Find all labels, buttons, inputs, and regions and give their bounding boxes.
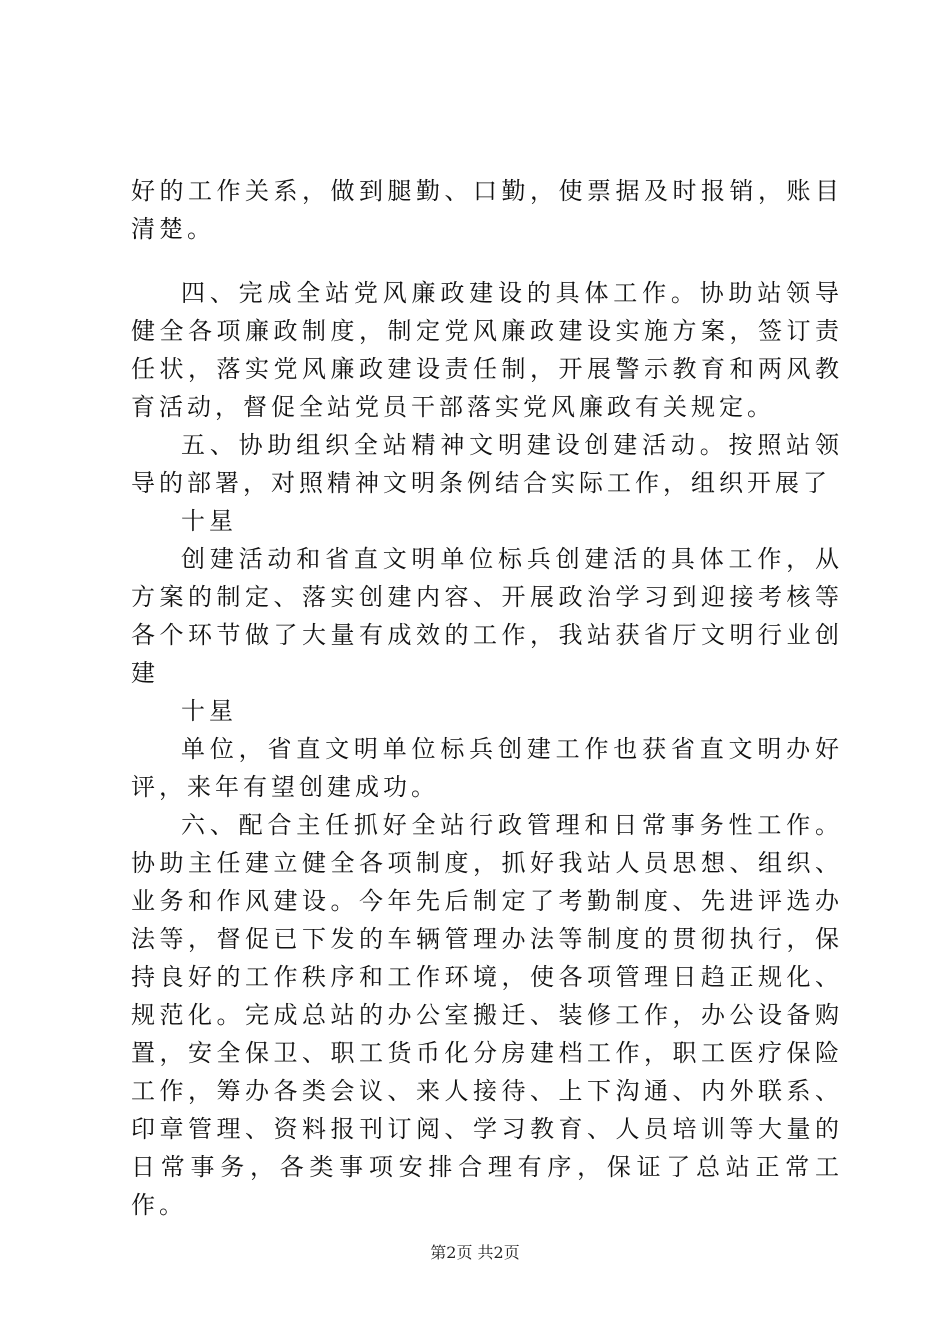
paragraph-section-6: 六、配合主任抓好全站行政管理和日常事务性工作。协助主任建立健全各项制度，抓好我站人员思想、组织、业务和作风建设。今年先后制定了考勤制度、先进评选办法等，督促已下发的车辆管理办法等制度的贯彻执行，保持良好的工作秩序和工作环境，使各项管理日趋正规化、规范化。完成总站的办公室搬迁、装修工作，办公设备购置，安全保卫、职工货币化分房建档工作，职工医疗保险工作，筹办各类会议、来人接待、上下沟通、内外联系、印章管理、资料报刊订阅、学习教育、人员培训等大量的日常事务，各类事项安排合理有序，保证了总站正常工作。 — [131, 811, 843, 1219]
paragraph-creation-activity: 创建活动和省直文明单位标兵创建活的具体工作，从方案的制定、落实创建内容、开展政治学习到迎接考核等各个环节做了大量有成效的工作，我站获省厅文明行业创建 — [131, 545, 843, 687]
paragraph-continuation: 好的工作关系，做到腿勤、口勤，使票据及时报销，账目清楚。 — [131, 177, 843, 243]
paragraph-section-5: 五、协助组织全站精神文明建设创建活动。按照站领导的部署，对照精神文明条例结合实际工作，组织开展了 — [131, 431, 843, 497]
paragraph-section-4: 四、完成全站党风廉政建设的具体工作。协助站领导健全各项廉政制度，制定党风廉政建设实施方案，签订责任状，落实党风廉政建设责任制，开展警示教育和两风教育活动，督促全站党员干部落实党风廉政有关规定。 — [131, 279, 843, 421]
page-number-footer: 第2页 共2页 — [430, 1243, 520, 1262]
paragraph-ten-star-1: 十星 — [181, 507, 237, 535]
document-body — [131, 172, 843, 1224]
paragraph-unit: 单位，省直文明单位标兵创建工作也获省直文明办好评，来年有望创建成功。 — [131, 735, 843, 801]
paragraph-ten-star-2: 十星 — [181, 697, 237, 725]
